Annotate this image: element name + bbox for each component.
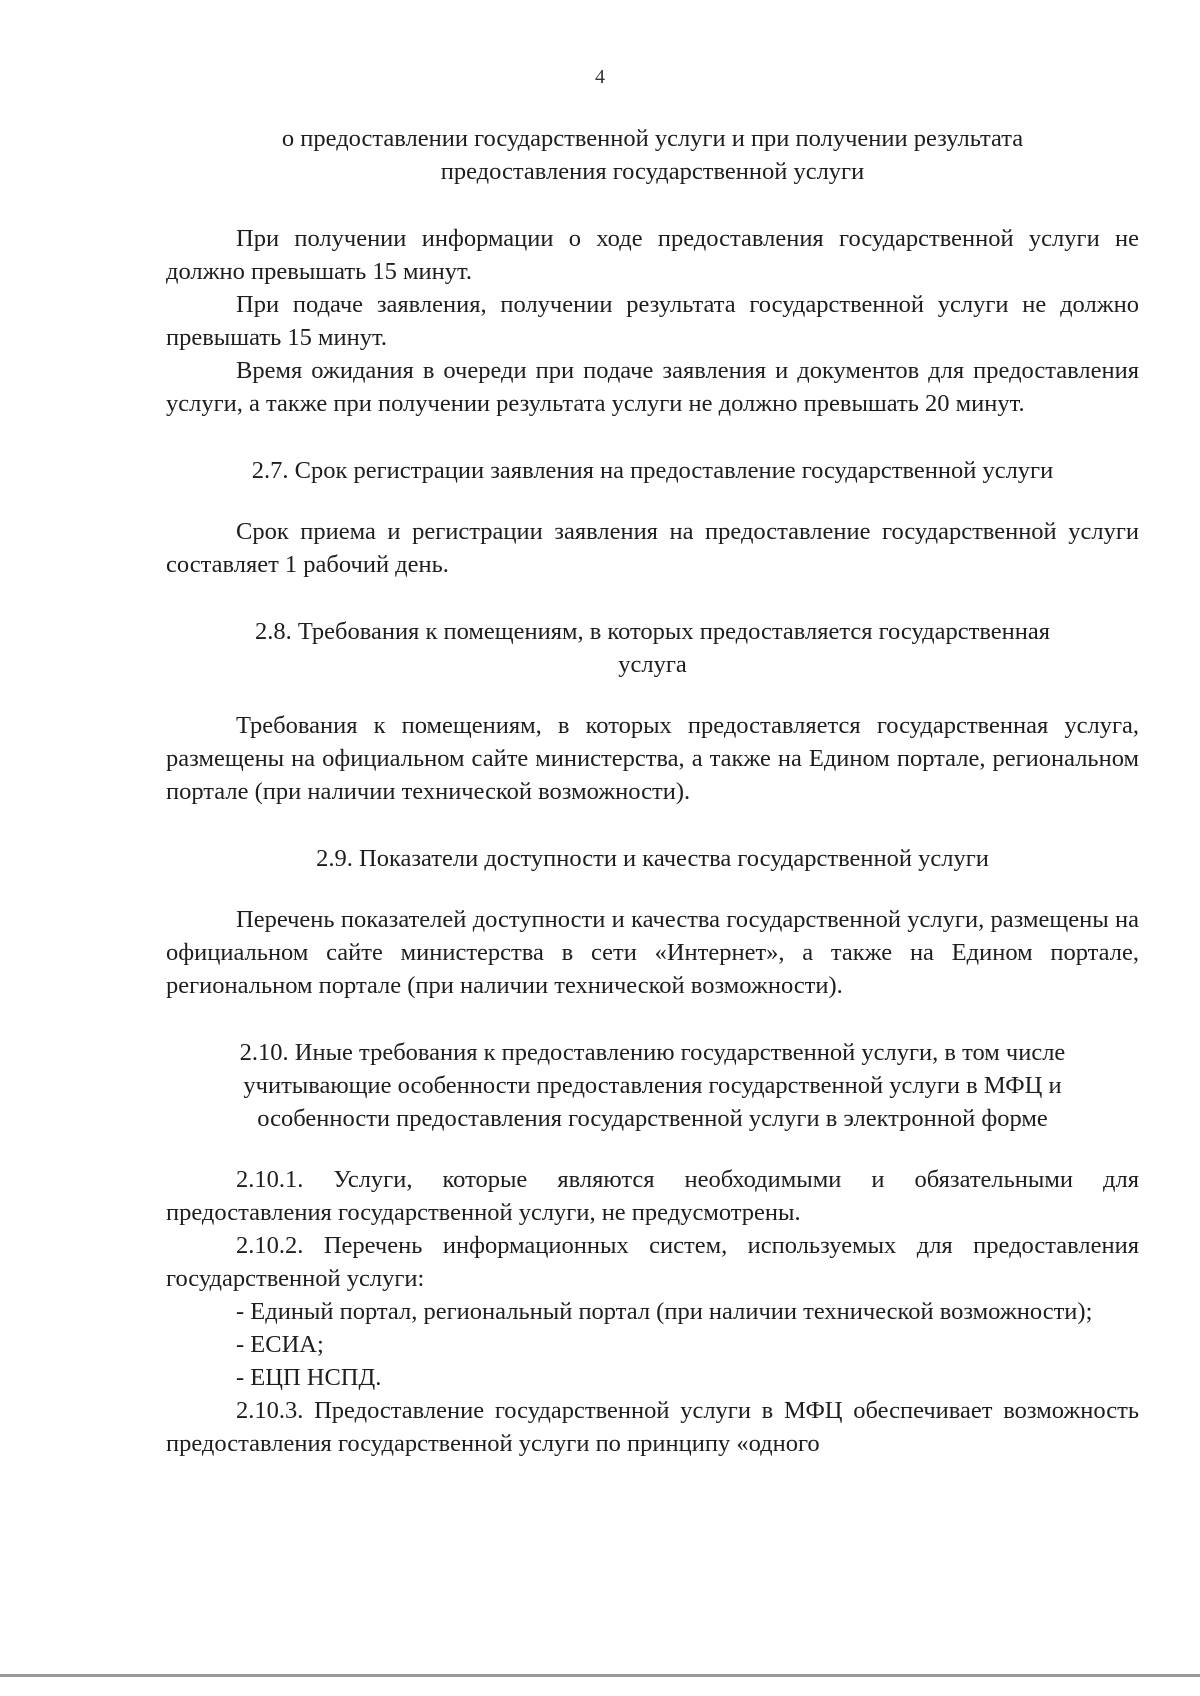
heading-line: предоставления государственной услуги xyxy=(440,158,865,185)
list-item: - Единый портал, региональный портал (при наличии технической возможности); xyxy=(236,1298,1093,1325)
section-title-2-7: 2.7. Срок регистрации заявления на предоставление государственной услуги xyxy=(251,457,1054,484)
paragraph: При получении информации о ходе предоставления государственной услуги не должно превышать 15 минут. xyxy=(166,225,1139,285)
paragraph: Требования к помещениям, в которых предоставляется государственная услуга, размещены на официальном сайте министерства, а также на Едином портале, региональном портале (при наличии технической возможности). xyxy=(166,712,1139,805)
section-title-2-8-cont: услуга xyxy=(618,651,687,678)
paragraph: Срок приема и регистрации заявления на предоставление государственной услуги составляет 1 рабочий день. xyxy=(166,518,1139,578)
section-title-2-9: 2.9. Показатели доступности и качества государственной услуги xyxy=(316,845,989,872)
paragraph-2-10-2: 2.10.2. Перечень информационных систем, используемых для предоставления государственной услуги: xyxy=(166,1232,1139,1292)
section-title-2-8: 2.8. Требования к помещениям, в которых предоставляется государственная xyxy=(254,618,1051,645)
section-title-2-10: 2.10. Иные требования к предоставлению государственной услуги, в том числе xyxy=(239,1039,1066,1066)
section-title-2-10-cont: учитывающие особенности предоставления государственной услуги в МФЦ и xyxy=(243,1072,1062,1099)
section-title-2-10-cont: особенности предоставления государственной услуги в электронной форме xyxy=(257,1105,1048,1132)
paragraph: При подаче заявления, получении результата государственной услуги не должно превышать 15 минут. xyxy=(166,291,1139,351)
paragraph: Перечень показателей доступности и качества государственной услуги, размещены на официальном сайте министерства в сети «Интернет», а также на Едином портале, региональном портале (при наличии технической возможности). xyxy=(166,906,1139,999)
list-item: - ЕСИА; xyxy=(236,1331,324,1358)
document-body xyxy=(166,122,1139,1460)
paragraph-2-10-3: 2.10.3. Предоставление государственной услуги в МФЦ обеспечивает возможность предоставления государственной услуги по принципу «одного xyxy=(166,1397,1139,1457)
paragraph: Время ожидания в очереди при подаче заявления и документов для предоставления услуги, а также при получении результата услуги не должно превышать 20 минут. xyxy=(166,357,1139,417)
page-number: 4 xyxy=(595,66,605,88)
list-item: - ЕЦП НСПД. xyxy=(236,1364,382,1391)
heading-line: о предоставлении государственной услуги и при получении результата xyxy=(281,125,1024,152)
scan-bottom-edge xyxy=(0,1674,1200,1677)
paragraph-2-10-1: 2.10.1. Услуги, которые являются необходимыми и обязательными для предоставления государственной услуги, не предусмотрены. xyxy=(166,1166,1139,1226)
